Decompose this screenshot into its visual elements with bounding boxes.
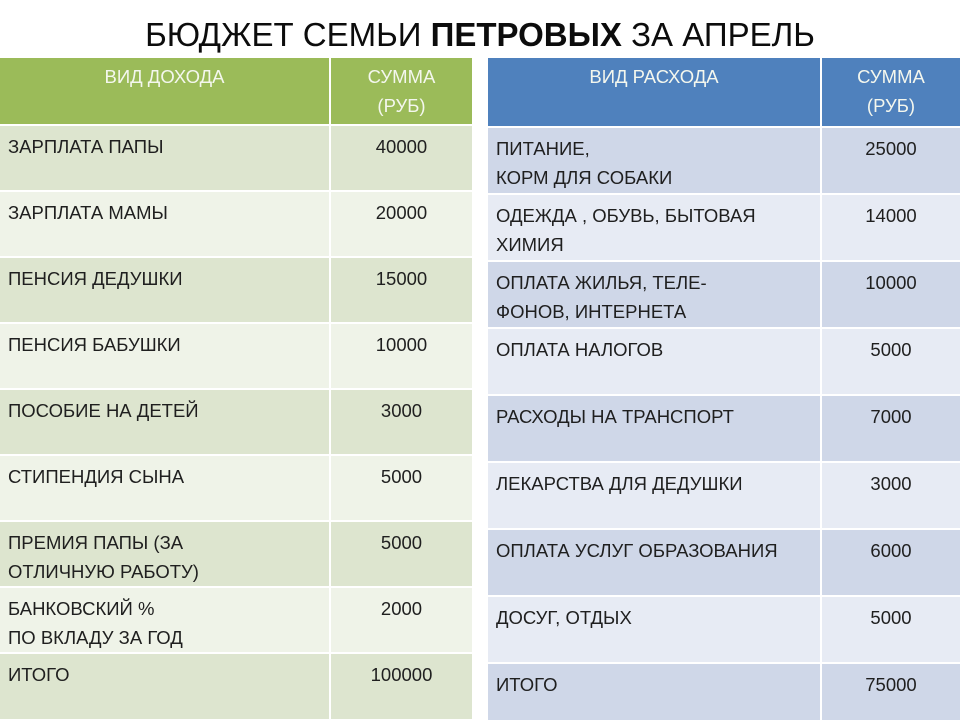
- table-row: [488, 462, 960, 529]
- row-label: ПЕНСИЯ БАБУШКИ: [0, 323, 330, 389]
- row-amount: 25000: [821, 127, 960, 194]
- income-header-amount: СУММА (РУБ): [330, 58, 472, 125]
- table-row: [0, 257, 472, 323]
- income-table: [0, 58, 472, 719]
- row-label: ОПЛАТА НАЛОГОВ: [488, 328, 821, 395]
- title-suffix: ЗА АПРЕЛЬ: [621, 16, 815, 53]
- row-label: ПИТАНИЕ, КОРМ ДЛЯ СОБАКИ: [488, 127, 821, 194]
- table-row: [488, 395, 960, 462]
- row-amount: 2000: [330, 587, 472, 653]
- row-amount: 10000: [330, 323, 472, 389]
- table-row: [488, 529, 960, 596]
- row-amount: 75000: [821, 663, 960, 720]
- row-amount: 5000: [330, 455, 472, 521]
- row-label: ДОСУГ, ОТДЫХ: [488, 596, 821, 663]
- row-label: ПОСОБИЕ НА ДЕТЕЙ: [0, 389, 330, 455]
- income-total-row: [0, 653, 472, 719]
- row-label: СТИПЕНДИЯ СЫНА: [0, 455, 330, 521]
- row-amount: 20000: [330, 191, 472, 257]
- row-label: ПРЕМИЯ ПАПЫ (ЗА ОТЛИЧНУЮ РАБОТУ): [0, 521, 330, 587]
- row-amount: 5000: [821, 328, 960, 395]
- row-amount: 3000: [330, 389, 472, 455]
- table-row: [488, 328, 960, 395]
- table-row: [0, 191, 472, 257]
- row-amount: 15000: [330, 257, 472, 323]
- expense-header-amount: СУММА (РУБ): [821, 58, 960, 127]
- income-header-row: [0, 58, 472, 125]
- row-amount: 5000: [821, 596, 960, 663]
- row-label: ИТОГО: [0, 653, 330, 719]
- row-amount: 100000: [330, 653, 472, 719]
- expense-table: [488, 58, 960, 720]
- row-label: ПЕНСИЯ ДЕДУШКИ: [0, 257, 330, 323]
- table-row: [488, 127, 960, 194]
- table-row: [488, 194, 960, 261]
- row-label: БАНКОВСКИЙ % ПО ВКЛАДУ ЗА ГОД: [0, 587, 330, 653]
- table-row: [0, 521, 472, 587]
- expense-total-row: [488, 663, 960, 720]
- row-amount: 3000: [821, 462, 960, 529]
- table-row: [0, 587, 472, 653]
- row-label: ОПЛАТА ЖИЛЬЯ, ТЕЛЕ- ФОНОВ, ИНТЕРНЕТА: [488, 261, 821, 328]
- row-label: ОДЕЖДА , ОБУВЬ, БЫТОВАЯ ХИМИЯ: [488, 194, 821, 261]
- row-label: ЗАРПЛАТА ПАПЫ: [0, 125, 330, 191]
- row-amount: 5000: [330, 521, 472, 587]
- title-prefix: БЮДЖЕТ СЕМЬИ: [145, 16, 431, 53]
- row-amount: 10000: [821, 261, 960, 328]
- row-amount: 6000: [821, 529, 960, 596]
- table-row: [0, 455, 472, 521]
- row-label: ИТОГО: [488, 663, 821, 720]
- page-title: [0, 10, 960, 60]
- row-label: ОПЛАТА УСЛУГ ОБРАЗОВАНИЯ: [488, 529, 821, 596]
- row-label: ЛЕКАРСТВА ДЛЯ ДЕДУШКИ: [488, 462, 821, 529]
- table-row: [0, 323, 472, 389]
- table-row: [488, 596, 960, 663]
- row-amount: 40000: [330, 125, 472, 191]
- row-amount: 14000: [821, 194, 960, 261]
- table-row: [0, 389, 472, 455]
- expense-header-row: [488, 58, 960, 127]
- income-header-type: ВИД ДОХОДА: [0, 58, 330, 125]
- title-family-name: ПЕТРОВЫХ: [430, 16, 622, 53]
- row-amount: 7000: [821, 395, 960, 462]
- table-row: [488, 261, 960, 328]
- table-row: [0, 125, 472, 191]
- expense-header-type: ВИД РАСХОДА: [488, 58, 821, 127]
- row-label: РАСХОДЫ НА ТРАНСПОРТ: [488, 395, 821, 462]
- row-label: ЗАРПЛАТА МАМЫ: [0, 191, 330, 257]
